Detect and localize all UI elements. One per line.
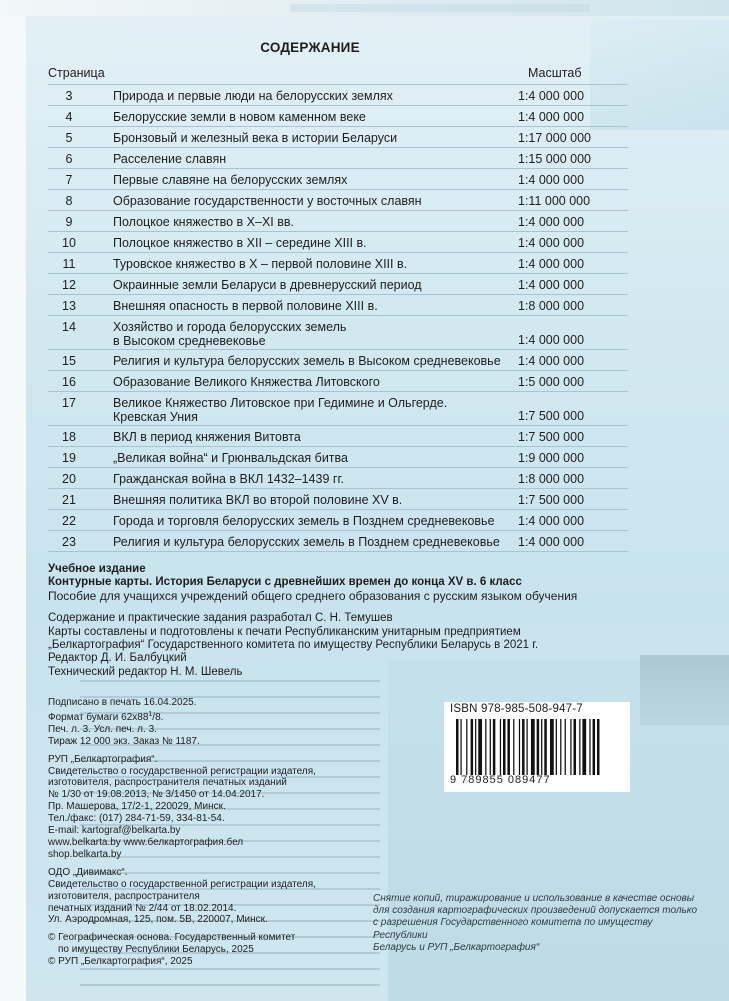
printer-cert: печатных изданий № 2/44 от 18.02.2014. [48, 902, 237, 914]
toc-scale: 1:4 000 000 [518, 173, 585, 187]
toc-row [48, 168, 628, 189]
toc-row [48, 509, 628, 530]
toc-scale: 1:7 500 000 [518, 430, 585, 444]
toc-title: Первые славяне на белорусских землях [113, 173, 348, 187]
page-title: СОДЕРЖАНИЕ [260, 40, 360, 55]
printer-address: Ул. Аэродромная, 125, пом. 5В, 220007, Минск. [48, 914, 268, 926]
toc-row [48, 252, 628, 273]
toc-page-number: 15 [62, 354, 76, 368]
copyright-line: © Географическая основа. Государственный комитет [48, 932, 296, 944]
barcode-image [456, 719, 626, 775]
toc-page-number: 13 [62, 299, 76, 313]
toc-title-line: Хозяйство и города белорусских земель [113, 320, 347, 334]
toc-scale: 1:9 000 000 [518, 451, 585, 465]
bleed-through-text [290, 4, 590, 12]
isbn-barcode-box [444, 702, 630, 792]
table-of-contents [48, 84, 628, 552]
toc-scale: 1:15 000 000 [518, 152, 591, 166]
toc-scale: 1:17 000 000 [518, 131, 591, 145]
toc-page-number: 9 [65, 215, 73, 229]
toc-page-number: 10 [62, 236, 76, 250]
toc-page-number: 16 [62, 375, 76, 389]
copy-notice-line: для создания картографических произведений допускается только [373, 905, 698, 917]
copy-notice [373, 893, 703, 954]
publisher-cert: Свидетельство о государственной регистрации издателя, [48, 765, 316, 777]
paper-format [48, 709, 378, 724]
toc-page-number: 19 [62, 451, 76, 465]
publisher-cert: изготовителя, распространителя печатных изданий [48, 777, 287, 789]
copyright-line: © РУП „Белкартография“, 2025 [48, 956, 193, 968]
book-title: Контурные карты. История Беларуси с древнейших времен до конца XV в. 6 класс [48, 576, 522, 589]
toc-scale: 1:4 000 000 [518, 354, 585, 368]
publisher-cert: № 1/30 от 19.08.2013, № 3/1450 от 14.04.2017. [48, 789, 265, 801]
paper-format-text: Формат бумаги 62x88 [48, 711, 149, 723]
toc-scale: 1:4 000 000 [518, 278, 585, 292]
toc-row [48, 105, 628, 126]
toc-title-line: Великое Княжество Литовское при Гедимине и Ольгерде. [113, 396, 448, 410]
toc-row [48, 210, 628, 231]
toc-row [48, 189, 628, 210]
toc-row [48, 530, 628, 552]
toc-scale: 1:4 000 000 [518, 514, 585, 528]
toc-scale: 1:4 000 000 [518, 257, 585, 271]
publisher-name: РУП „Белкартография“. [48, 753, 158, 765]
toc-page-number: 7 [65, 173, 73, 187]
toc-scale: 1:8 000 000 [518, 472, 585, 486]
toc-scale: 1:4 000 000 [518, 110, 585, 124]
paper-format-sup: 1 [148, 710, 153, 718]
toc-title: Полоцкое княжество в XII – середине XIII в. [113, 236, 367, 250]
toc-title-line: в Высоком средневековье [113, 334, 266, 348]
toc-scale: 1:4 000 000 [518, 236, 585, 250]
toc-row [48, 315, 628, 349]
toc-title: Туровское княжество в X – первой половине XIII в. [113, 257, 408, 271]
toc-page-number: 11 [62, 257, 76, 271]
column-header-page: Страница [48, 66, 105, 80]
toc-title: Религия и культура белорусских земель в Высоком средневековье [113, 354, 501, 368]
toc-scale: 1:5 000 000 [518, 375, 585, 389]
publisher-shop: shop.belkarta.by [48, 848, 122, 860]
toc-title: „Великая война“ и Грюнвальдская битва [113, 451, 348, 465]
publisher-email: E-mail: kartograf@belkarta.by [48, 825, 181, 837]
toc-page-number: 23 [62, 535, 76, 549]
toc-title [113, 396, 513, 424]
toc-row [48, 425, 628, 446]
toc-title: Природа и первые люди на белорусских землях [113, 89, 393, 103]
publisher-phone: Тел./факс: (017) 284-71-59, 334-81-54. [48, 813, 225, 825]
toc-page-number: 3 [65, 89, 73, 103]
toc-scale: 1:4 000 000 [518, 215, 585, 229]
toc-title: Образование государственности у восточных славян [113, 194, 422, 208]
print-sheets: Печ. л. 3. Усл. печ. л. 3. [48, 723, 157, 735]
toc-title: Внешняя политика ВКЛ во второй половине XV в. [113, 493, 403, 507]
toc-title: Белорусские земли в новом каменном веке [113, 110, 366, 124]
edition-type: Учебное издание [48, 563, 146, 575]
copy-notice-line: с разрешения Государственного комитета по имуществу Республики [373, 917, 653, 941]
toc-title: ВКЛ в период княжения Витовта [113, 430, 301, 444]
printer-name: ОДО „Дивимакс“. [48, 866, 128, 878]
author-line: Содержание и практические задания разработал С. Н. Темушев [48, 612, 393, 625]
prepared-line: Карты составлены и подготовлены к печати Республиканским унитарным предприятием [48, 625, 521, 638]
printer-cert: изготовителя, распространителя [48, 890, 200, 902]
toc-row [48, 294, 628, 315]
toc-row [48, 446, 628, 467]
publisher-address: Пр. Машерова, 17/2-1, 220029, Минск. [48, 801, 226, 813]
imprint-block [48, 563, 668, 679]
toc-scale: 1:7 500 000 [518, 409, 585, 423]
top-margin [0, 0, 729, 16]
toc-scale: 1:4 000 000 [518, 89, 585, 103]
toc-row [48, 349, 628, 370]
toc-page-number: 14 [62, 320, 76, 334]
toc-row [48, 84, 628, 105]
prepared-line: „Белкартография“ Государственного комитета по имуществу Республики Беларусь в 2021 г. [48, 639, 539, 652]
toc-title: Внешняя опасность в первой половине XIII в. [113, 299, 378, 313]
toc-row [48, 391, 628, 425]
publisher-web: www.belkarta.by www.белкартография.бел [48, 836, 244, 848]
toc-page-number: 21 [62, 493, 76, 507]
toc-page-number: 6 [65, 152, 73, 166]
toc-row [48, 126, 628, 147]
toc-row [48, 370, 628, 391]
toc-title: Образование Великого Княжества Литовского [113, 375, 380, 389]
toc-title-line: Кревская Уния [113, 410, 198, 424]
toc-title: Гражданская война в ВКЛ 1432–1439 гг. [113, 472, 344, 486]
print-details [48, 697, 378, 968]
editor-line: Редактор Д. И. Балбуцкий [48, 652, 187, 665]
circulation: Тираж 12 000 экз. Заказ № 1187. [48, 735, 200, 747]
toc-title: Бронзовый и железный века в истории Беларуси [113, 131, 398, 145]
toc-row [48, 488, 628, 509]
toc-title: Города и торговля белорусских земель в Позднем средневековье [113, 514, 495, 528]
toc-scale: 1:11 000 000 [518, 194, 591, 208]
tech-editor-line: Технический редактор Н. М. Шевель [48, 665, 243, 678]
toc-page-number: 22 [62, 514, 76, 528]
toc-scale: 1:4 000 000 [518, 535, 585, 549]
toc-title: Полоцкое княжество в X–XI вв. [113, 215, 294, 229]
toc-page-number: 18 [62, 430, 76, 444]
book-description: Пособие для учащихся учреждений общего среднего образования с русским языком обучения [48, 588, 578, 603]
toc-row [48, 273, 628, 294]
signed-to-print: Подписано в печать 16.04.2025. [48, 697, 197, 708]
toc-title: Религия и культура белорусских земель в Позднем средневековье [113, 535, 500, 549]
toc-page-number: 12 [62, 278, 76, 292]
isbn-number: ISBN 978-985-508-947-7 [450, 703, 583, 715]
toc-row [48, 467, 628, 488]
toc-scale: 1:7 500 000 [518, 493, 585, 507]
toc-page-number: 20 [62, 472, 76, 486]
column-header-scale: Масштаб [528, 66, 582, 80]
toc-row [48, 231, 628, 252]
toc-page-number: 17 [62, 396, 76, 410]
left-margin [0, 0, 26, 1001]
toc-title: Окраинные земли Беларуси в древнерусский период [113, 278, 422, 292]
toc-page-number: 8 [65, 194, 73, 208]
toc-page-number: 4 [65, 110, 73, 124]
toc-row [48, 147, 628, 168]
copy-notice-line: Снятие копий, тиражирование и использование в качестве основы [373, 893, 695, 904]
toc-title [113, 320, 513, 348]
toc-scale: 1:4 000 000 [518, 333, 585, 347]
toc-title: Расселение славян [113, 152, 227, 166]
barcode-digits: 9 789855 089477 [450, 774, 551, 786]
paper-format-sub: /8. [152, 711, 164, 723]
copyright-line: по имуществу Республики Беларусь, 2025 [58, 944, 254, 956]
toc-scale: 1:8 000 000 [518, 299, 585, 313]
copy-notice-line: Беларусь и РУП „Белкартография“ [373, 941, 540, 953]
toc-page-number: 5 [65, 131, 73, 145]
printer-cert: Свидетельство о государственной регистрации издателя, [48, 878, 316, 890]
